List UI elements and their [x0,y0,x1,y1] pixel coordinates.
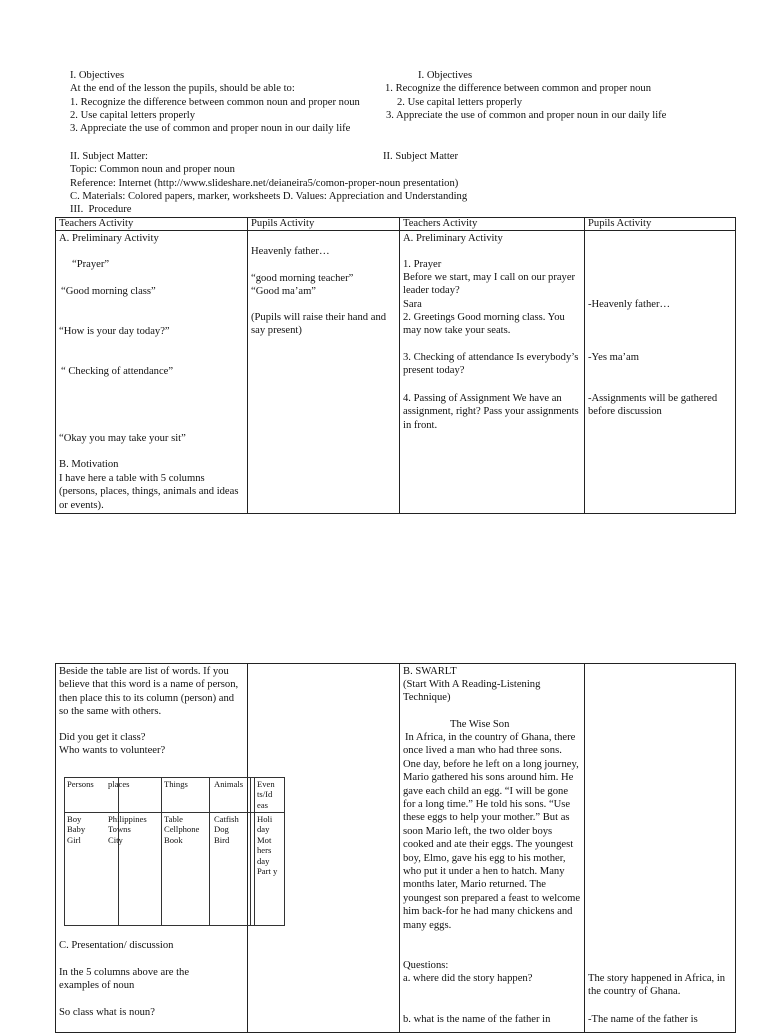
t1c1-preliminary: A. Preliminary Activity [59,233,159,244]
noun-cell-places: Philippines Towns City [108,814,147,845]
t1c4-heavenly: -Heavenly father… [588,299,671,310]
noun-cell-persons: Boy Baby Girl [67,814,86,845]
materials-values: C. Materials: Colored papers, marker, worksheets D. Values: Appreciation and Understanding [70,191,468,202]
t1c1-take-sit: “Okay you may take your sit” [59,433,186,444]
t2c3-swarlt-full: (Start With A Reading-Listening Technique) [403,679,543,704]
t2c1-five-columns: In the 5 columns above are the examples of noun [59,967,192,992]
t2c3-swarlt: B. SWARLT [403,666,457,677]
procedure-title: III. Procedure [70,204,132,215]
t1c3-attendance: 3. Checking of attendance Is everybody’s present today? [403,352,581,377]
noun-table-col-divider [250,777,251,926]
topic: Topic: Common noun and proper noun [70,164,235,175]
t1c3-preliminary: A. Preliminary Activity [403,233,503,244]
t1c1-how-day: “How is your day today?” [59,326,170,337]
t2c3-story-title: The Wise Son [450,719,510,730]
table1-col-divider [584,217,585,514]
t2c4-answer-b: -The name of the father is [588,1014,698,1025]
table1-col-divider [399,217,400,514]
t1c2-gm-maam: “Good ma’am” [251,286,317,297]
objectives-intro: At the end of the lesson the pupils, should be able to: [70,83,295,94]
objective-3-right: 3. Appreciate the use of common and proper noun in our daily life [386,110,667,121]
t2c3-story: In Africa, in the country of Ghana, there once lived a man who had three sons. One day, before he left on a long journey, Mario gathered his sons around him. He gave each child an egg. “I will be gone for a long time.” He told his sons. “Use these eggs to help your mother.” But as soon Mario left, the two older boys cooked and ate their eggs. The youngest boy, Elmo, gave his egg to his mother, who put it under a hen to hatch. Many months later, Mario returned. The youngest son prepared a feast to welcome him back-for he had many chickens and many eggs. [403,732,583,931]
t2c1-presentation: C. Presentation/ discussion [59,940,174,951]
table1-header-pupils: Pupils Activity [251,218,315,229]
table1-col-divider [247,217,248,514]
objective-2-right: 2. Use capital letters properly [397,97,523,108]
noun-cell-events-ideas: Holi day Mot hers day Part y [257,814,278,877]
subject-matter-title-right: II. Subject Matter [383,151,459,162]
t2c1-volunteer: Who wants to volunteer? [59,745,166,756]
t2c1-what-noun: So class what is noun? [59,1007,155,1018]
noun-header-things: Things [164,779,188,789]
table2-col-divider [399,663,400,1033]
t1c2-heavenly: Heavenly father… [251,246,330,257]
table2-col-divider [584,663,585,1033]
t2c3-questions: Questions: [403,960,449,971]
t1c3-prayer: 1. Prayer [403,259,442,270]
objectives-title-right: I. Objectives [418,70,473,81]
t2c1-beside: Beside the table are list of words. If you believe that this word is a name of person, then place this to its column (person) and so the same with others. [59,666,241,718]
subject-matter-title-left: II. Subject Matter: [70,151,148,162]
t1c4-yes-maam: -Yes ma’am [588,352,640,363]
noun-cell-animals: Catfish Dog Bird [214,814,239,845]
noun-header-places: places [108,779,130,789]
table1-header-pupils: Pupils Activity [588,218,652,229]
t2c4-answer-a: The story happened in Africa, in the country of Ghana. [588,973,728,998]
t2c3-question-a: a. where did the story happen? [403,973,533,984]
t2c1-get-it: Did you get it class? [59,732,146,743]
t1c4-assignments: -Assignments will be gathered before discussion [588,393,720,418]
t1c1-good-morning: “Good morning class” [61,286,156,297]
noun-categories-table [64,777,285,926]
noun-cell-things: Table Cellphone Book [164,814,200,845]
t1c1-motivation-text: I have here a table with 5 columns (persons, places, things, animals and ideas or events). [59,473,242,511]
objective-3-left: 3. Appreciate the use of common and proper noun in our daily life [70,123,351,134]
t1c2-gm-teacher: “good morning teacher” [251,273,354,284]
objectives-title-left: I. Objectives [70,70,125,81]
noun-table-col-divider [254,777,255,926]
noun-header-persons: Persons [67,779,94,789]
t1c1-prayer: “Prayer” [72,259,110,270]
t1c2-raise-hand: (Pupils will raise their hand and say present) [251,312,389,337]
noun-table-header-divider [64,812,285,813]
objective-1-left: 1. Recognize the difference between common noun and proper noun [70,97,360,108]
t1c3-greetings: 2. Greetings Good morning class. You may now take your seats. [403,312,568,337]
t1c3-sara: Sara [403,299,422,310]
noun-table-col-divider [209,777,210,926]
noun-table-col-divider [161,777,162,926]
t1c3-prayer-text: Before we start, may I call on our prayer leader today? [403,272,578,297]
table1-header-teachers: Teachers Activity [403,218,478,229]
t2c3-question-b: b. what is the name of the father in [403,1014,551,1025]
t1c3-assignment: 4. Passing of Assignment We have an assignment, right? Pass your assignments in front. [403,393,582,431]
t1c1-motivation-title: B. Motivation [59,459,119,470]
noun-table-col-divider [118,777,119,926]
table1-header-teachers: Teachers Activity [59,218,134,229]
noun-header-events-ideas: Even ts/Id eas [257,779,277,810]
reference: Reference: Internet (http://www.slideshare.net/deianeira5/comon-proper-noun presentation) [70,178,459,189]
t1c1-attendance: “ Checking of attendance” [61,366,174,377]
noun-header-animals: Animals [214,779,244,789]
objective-1-right: 1. Recognize the difference between common and proper noun [385,83,652,94]
objective-2-left: 2. Use capital letters properly [70,110,196,121]
